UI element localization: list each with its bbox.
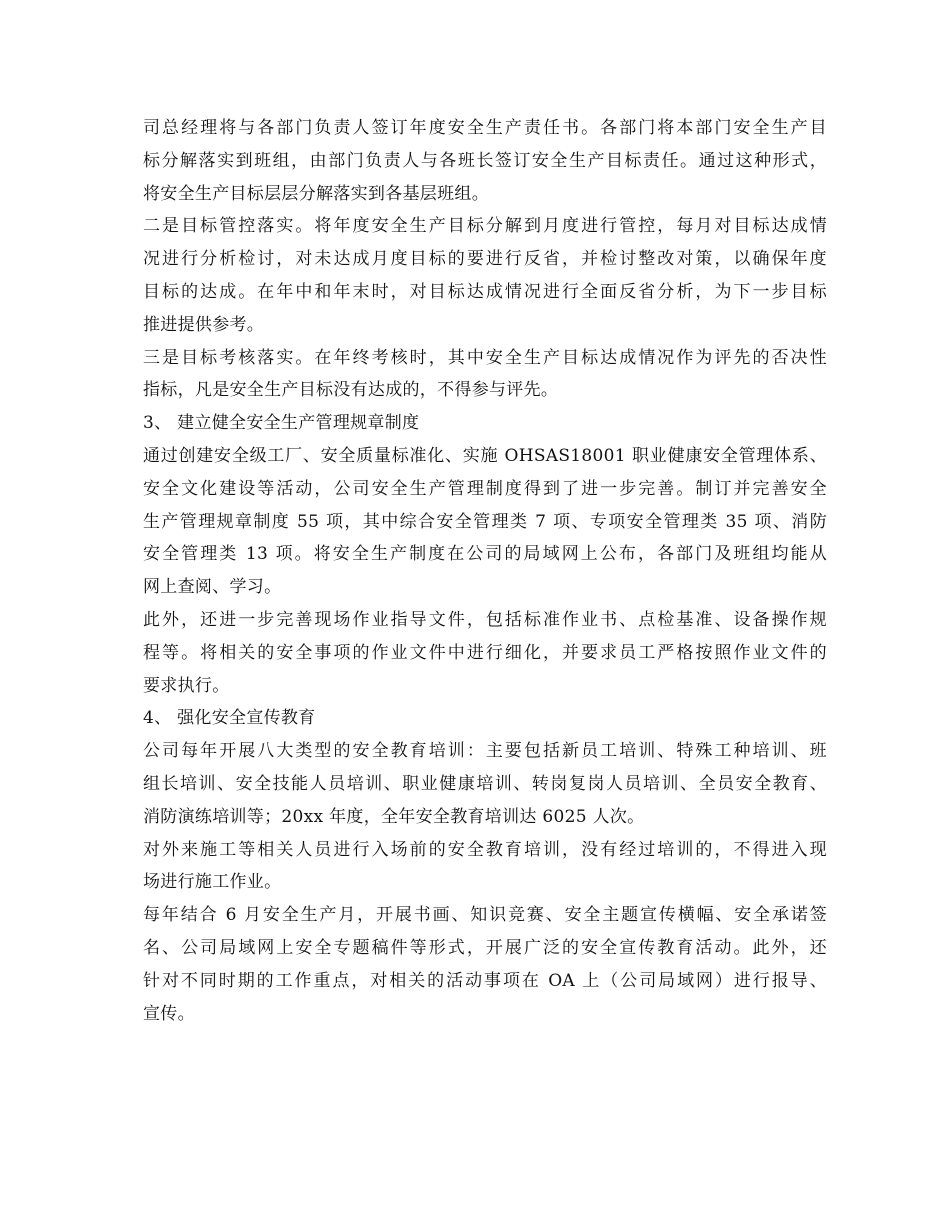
document-body [143, 112, 827, 1030]
text-line: 每年结合 6 月安全生产月，开展书画、知识竞赛、安全主题宣传横幅、安全承诺签 [143, 905, 827, 926]
text-line: 况进行分析检讨，对未达成月度目标的要进行反省，并检讨整改对策，以确保年度 [143, 249, 827, 270]
text-line: 对外来施工等相关人员进行入场前的安全教育培训，没有经过培训的，不得进入现 [143, 839, 827, 860]
text-line: 场进行施工作业。 [143, 872, 282, 893]
text-line: 指标，凡是安全生产目标没有达成的，不得参与评先。 [143, 380, 559, 401]
text-line: 三是目标考核落实。在年终考核时，其中安全生产目标达成情况作为评先的否决性 [143, 347, 827, 368]
text-line: 此外，还进一步完善现场作业指导文件，包括标准作业书、点检基准、设备操作规 [143, 609, 827, 630]
text-line: 将安全生产目标层层分解落实到各基层班组。 [143, 183, 489, 204]
text-line: 公司每年开展八大类型的安全教育培训：主要包括新员工培训、特殊工种培训、班 [143, 741, 827, 762]
text-line: 组长培训、安全技能人员培训、职业健康培训、转岗复岗人员培训、全员安全教育、 [143, 773, 827, 794]
text-line: 针对不同时期的工作重点，对相关的活动事项在 OA 上（公司局域网）进行报导、 [143, 970, 827, 991]
text-line: 安全管理类 13 项。将安全生产制度在公司的局域网上公布，各部门及班组均能从 [143, 544, 827, 565]
section-heading: 3、 建立健全安全生产管理规章制度 [143, 413, 420, 434]
text-line: 名、公司局域网上安全专题稿件等形式，开展广泛的安全宣传教育活动。此外，还 [143, 937, 827, 958]
text-line: 要求执行。 [143, 675, 230, 696]
text-line: 二是目标管控落实。将年度安全生产目标分解到月度进行管控，每月对目标达成情 [143, 216, 827, 237]
text-line: 网上查阅、学习。 [143, 577, 282, 598]
section-heading: 4、 强化安全宣传教育 [143, 708, 316, 729]
text-line: 程等。将相关的安全事项的作业文件中进行细化，并要求员工严格按照作业文件的 [143, 642, 827, 663]
text-line: 消防演练培训等；20xx 年度，全年安全教育培训达 6025 人次。 [143, 806, 645, 827]
text-line: 司总经理将与各部门负责人签订年度安全生产责任书。各部门将本部门安全生产目 [143, 118, 827, 138]
text-line: 推进提供参考。 [143, 314, 265, 335]
text-line: 标分解落实到班组，由部门负责人与各班长签订安全生产目标责任。通过这种形式， [143, 150, 827, 171]
text-line: 宣传。 [143, 1003, 195, 1024]
text-line: 生产管理规章制度 55 项，其中综合安全管理类 7 项、专项安全管理类 35 项、消防 [143, 511, 827, 532]
text-line: 目标的达成。在年中和年末时，对目标达成情况进行全面反省分析，为下一步目标 [143, 281, 827, 302]
text-line: 通过创建安全级工厂、安全质量标准化、实施 OHSAS18001 职业健康安全管理体系、 [143, 445, 827, 466]
text-line: 安全文化建设等活动，公司安全生产管理制度得到了进一步完善。制订并完善安全 [143, 478, 827, 499]
